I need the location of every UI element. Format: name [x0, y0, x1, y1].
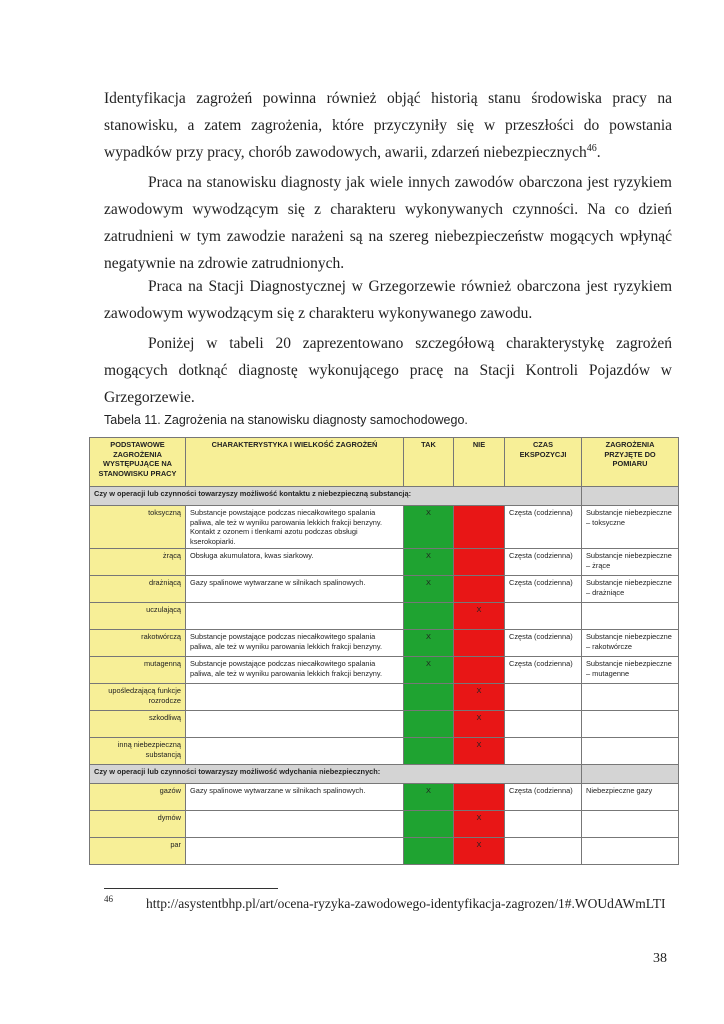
- description-cell: [186, 811, 404, 838]
- table-row: [90, 630, 679, 657]
- yes-cell: [404, 603, 454, 630]
- table-row: [90, 711, 679, 738]
- yes-cell: X: [404, 630, 454, 657]
- footnote-divider: [104, 888, 278, 889]
- no-cell: X: [454, 838, 505, 865]
- exposure-cell: [505, 738, 582, 765]
- hazard-cell: gazów: [90, 784, 186, 811]
- page-number: 38: [653, 951, 667, 966]
- description-cell: Gazy spalinowe wytwarzane w silnikach spalinowych.: [186, 576, 404, 603]
- table-row: [90, 576, 679, 603]
- measured-cell: Substancje niebezpieczne – toksyczne: [582, 506, 679, 549]
- exposure-cell: Częsta (codzienna): [505, 576, 582, 603]
- measured-cell: Substancje niebezpieczne – rakotwórcze: [582, 630, 679, 657]
- measured-cell: [582, 811, 679, 838]
- measured-cell: Substancje niebezpieczne – drażniące: [582, 576, 679, 603]
- table-row: [90, 738, 679, 765]
- hazard-cell: toksyczną: [90, 506, 186, 549]
- hazard-cell: rakotwórczą: [90, 630, 186, 657]
- exposure-cell: Częsta (codzienna): [505, 506, 582, 549]
- description-cell: [186, 603, 404, 630]
- description-cell: Substancje powstające podczas niecałkowitego spalania paliwa, ale też w wyniku parowania lekkich frakcji benzyny.: [186, 657, 404, 684]
- no-cell: X: [454, 603, 505, 630]
- footnote-text: http://asystentbhp.pl/art/ocena-ryzyka-zawodowego-identyfikacja-zagrozen/1#.WOUdAWmLTI: [146, 896, 666, 911]
- table-row: [90, 811, 679, 838]
- section-blank-cell: [582, 765, 679, 784]
- measured-cell: Niebezpieczne gazy: [582, 784, 679, 811]
- measured-cell: [582, 684, 679, 711]
- header-yes: TAK: [404, 438, 454, 487]
- table-caption: Tabela 11. Zagrożenia na stanowisku diagnosty samochodowego.: [104, 413, 468, 427]
- section-contact-title: Czy w operacji lub czynności towarzyszy możliwość kontaktu z niebezpieczną substancją:: [90, 487, 582, 506]
- hazard-table: [89, 437, 679, 865]
- table-row: [90, 657, 679, 684]
- no-cell: X: [454, 684, 505, 711]
- paragraph-4: Poniżej w tabeli 20 zaprezentowano szczegółową charakterystykę zagrożeń mogących dotknąć diagnostę wykonującego pracę na Stacji Kontroli Pojazdów w Grzegorzewie.: [104, 335, 672, 406]
- footnote-number: 46: [104, 894, 113, 904]
- section-row: [90, 765, 679, 784]
- table-body: [90, 487, 679, 865]
- measured-cell: [582, 838, 679, 865]
- description-cell: [186, 838, 404, 865]
- description-cell: Substancje powstające podczas niecałkowitego spalania paliwa, ale też w wyniku parowania lekkich frakcji benzyny.: [186, 630, 404, 657]
- no-cell: X: [454, 711, 505, 738]
- yes-cell: [404, 811, 454, 838]
- no-cell: X: [454, 738, 505, 765]
- yes-cell: [404, 711, 454, 738]
- hazard-cell: par: [90, 838, 186, 865]
- hazard-cell: uczulającą: [90, 603, 186, 630]
- table-row: [90, 784, 679, 811]
- exposure-cell: Częsta (codzienna): [505, 549, 582, 576]
- yes-cell: [404, 738, 454, 765]
- hazard-cell: dymów: [90, 811, 186, 838]
- header-measured: ZAGROŻENIA PRZYJĘTE DO POMIARU: [582, 438, 679, 487]
- no-cell: [454, 657, 505, 684]
- table-row: [90, 684, 679, 711]
- exposure-cell: [505, 684, 582, 711]
- header-characteristics: CHARAKTERYSTYKA I WIELKOŚĆ ZAGROŻEŃ: [186, 438, 404, 487]
- exposure-cell: Częsta (codzienna): [505, 784, 582, 811]
- hazard-cell: upośledzającą funkcje rozrodcze: [90, 684, 186, 711]
- exposure-cell: [505, 711, 582, 738]
- header-hazards: PODSTAWOWE ZAGROŻENIA WYSTĘPUJĄCE NA STANOWISKU PRACY: [90, 438, 186, 487]
- yes-cell: X: [404, 506, 454, 549]
- header-no: NIE: [454, 438, 505, 487]
- description-cell: Obsługa akumulatora, kwas siarkowy.: [186, 549, 404, 576]
- no-cell: [454, 549, 505, 576]
- no-cell: [454, 630, 505, 657]
- table-header-row: [90, 438, 679, 487]
- exposure-cell: [505, 811, 582, 838]
- hazard-cell: drażniącą: [90, 576, 186, 603]
- measured-cell: Substancje niebezpieczne – mutagenne: [582, 657, 679, 684]
- exposure-cell: [505, 838, 582, 865]
- measured-cell: Substancje niebezpieczne – żrące: [582, 549, 679, 576]
- description-cell: [186, 711, 404, 738]
- yes-cell: [404, 684, 454, 711]
- table-row: [90, 603, 679, 630]
- paragraph-3: Praca na Stacji Diagnostycznej w Grzegorzewie również obarczona jest ryzykiem zawodowym wywodzącym się z charakteru wykonywanego zawodu.: [104, 278, 672, 322]
- description-cell: [186, 684, 404, 711]
- no-cell: [454, 576, 505, 603]
- yes-cell: X: [404, 657, 454, 684]
- header-exposure: CZAS EKSPOZYCJI: [505, 438, 582, 487]
- exposure-cell: Częsta (codzienna): [505, 657, 582, 684]
- table-row: [90, 838, 679, 865]
- section-blank-cell: [582, 487, 679, 506]
- description-cell: [186, 738, 404, 765]
- yes-cell: X: [404, 784, 454, 811]
- yes-cell: X: [404, 576, 454, 603]
- no-cell: X: [454, 811, 505, 838]
- section-inhalation-title: Czy w operacji lub czynności towarzyszy możliwość wdychania niebezpiecznych:: [90, 765, 582, 784]
- yes-cell: X: [404, 549, 454, 576]
- table-row: [90, 549, 679, 576]
- hazard-cell: mutagenną: [90, 657, 186, 684]
- no-cell: [454, 506, 505, 549]
- measured-cell: [582, 603, 679, 630]
- measured-cell: [582, 711, 679, 738]
- hazard-cell: żrącą: [90, 549, 186, 576]
- hazard-cell: inną niebezpieczną substancją: [90, 738, 186, 765]
- description-cell: Substancje powstające podczas niecałkowitego spalania paliwa, ale też w wyniku parowania lekkich frakcji benzyny. Kontakt z ozonem i tlenkami azotu podczas obsługi kserokopiarki.: [186, 506, 404, 549]
- hazard-cell: szkodliwą: [90, 711, 186, 738]
- table-row: [90, 506, 679, 549]
- description-cell: Gazy spalinowe wytwarzane w silnikach spalinowych.: [186, 784, 404, 811]
- no-cell: [454, 784, 505, 811]
- footnote-ref: 46: [586, 142, 597, 154]
- paragraph-1: Identyfikacja zagrożeń powinna również objąć historią stanu środowiska pracy na stanowisku, a zatem zagrożenia, które przyczyniły się w przeszłości do powstania wypadków przy pracy, chorób zawodowych, awarii, zdarzeń niebezpiecznych$^{46}$.: [104, 90, 672, 161]
- paragraph-2: Praca na stanowisku diagnosty jak wiele innych zawodów obarczona jest ryzykiem zawodowym wywodzącym się z charakteru wykonywanych czynności. Na co dzień zatrudnieni w tym zawodzie narażeni są na szereg niebezpieczeństw mogących wpłynąć negatywnie na zdrowie zatrudnionych.: [104, 174, 672, 272]
- exposure-cell: [505, 603, 582, 630]
- section-row: [90, 487, 679, 506]
- exposure-cell: Częsta (codzienna): [505, 630, 582, 657]
- yes-cell: [404, 838, 454, 865]
- measured-cell: [582, 738, 679, 765]
